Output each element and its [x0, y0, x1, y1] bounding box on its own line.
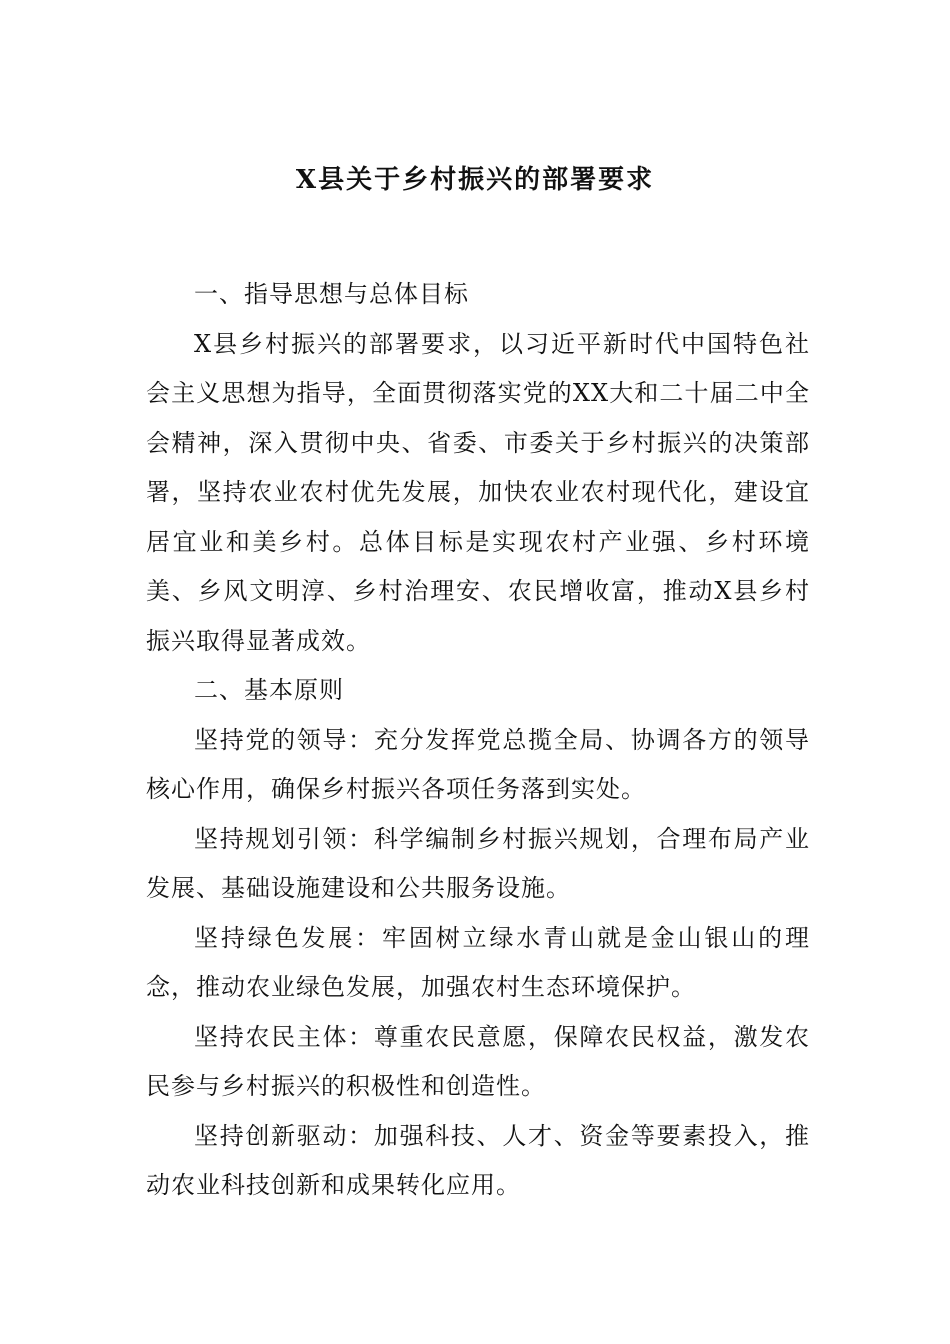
paragraph-principle-green-development: 坚持绿色发展：牢固树立绿水青山就是金山银山的理念，推动农业绿色发展，加强农村生态环境保护。 — [146, 923, 810, 1001]
paragraph-principle-farmers-subject: 坚持农民主体：尊重农民意愿，保障农民权益，激发农民参与乡村振兴的积极性和创造性。 — [146, 1022, 810, 1100]
paragraph-principle-party-leadership: 坚持党的领导：充分发挥党总揽全局、协调各方的领导核心作用，确保乡村振兴各项任务落到实处。 — [146, 725, 810, 803]
document-title: X县关于乡村振兴的部署要求 — [295, 165, 655, 195]
section-heading-basic-principles: 二、基本原则 — [194, 676, 344, 704]
document-body — [146, 270, 810, 1211]
paragraph-principle-planning: 坚持规划引领：科学编制乡村振兴规划，合理布局产业发展、基础设施建设和公共服务设施。 — [146, 824, 810, 902]
section-heading-guiding-ideology: 一、指导思想与总体目标 — [194, 280, 469, 308]
paragraph-overall-goal: X县乡村振兴的部署要求，以习近平新时代中国特色社会主义思想为指导，全面贯彻落实党的XX大和二十届二中全会精神，深入贯彻中央、省委、市委关于乡村振兴的决策部署，坚持农业农村优先发展，加快农业农村现代化，建设宜居宜业和美乡村。总体目标是实现农村产业强、乡村环境美、乡风文明淳、乡村治理安、农民增收富，推动X县乡村振兴取得显著成效。 — [146, 329, 810, 655]
paragraph-principle-innovation: 坚持创新驱动：加强科技、人才、资金等要素投入，推动农业科技创新和成果转化应用。 — [146, 1121, 810, 1199]
